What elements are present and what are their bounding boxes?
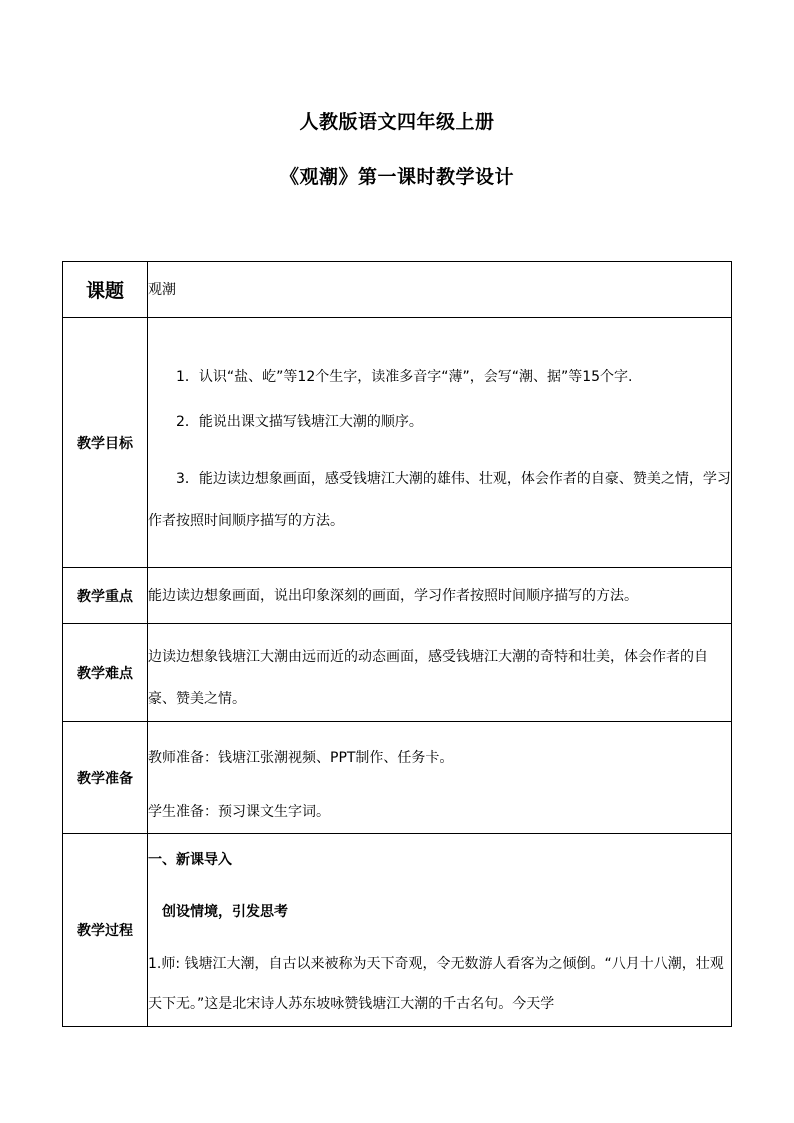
goal-item: 1．认识“盐、屹”等12个生字，读准多音字“薄”，会写“潮、据”等15个字. (176, 368, 633, 385)
difficulties-label: 教学难点 (63, 624, 148, 722)
preparation-label: 教学准备 (63, 722, 148, 834)
lesson-plan-table (62, 261, 732, 1027)
row-goals (63, 318, 732, 568)
process-paragraph: 1.师: 钱塘江大潮，自古以来被称为天下奇观，令无数游人看客为之倾倒。“八月十八潮，壮观天下无。”这是北宋诗人苏东坡咏赞钱塘江大潮的千古名句。今天学 (148, 956, 724, 1012)
goal-item: 3．能边读边想象画面，感受钱塘江大潮的雄伟、壮观，体会作者的自豪、赞美之情，学习作者按照时间顺序描写的方法。 (148, 470, 731, 529)
goals-label: 教学目标 (63, 318, 148, 568)
row-difficulties (63, 624, 732, 722)
key-points-text: 能边读边想象画面，说出印象深刻的画面，学习作者按照时间顺序描写的方法。 (148, 568, 732, 624)
document-title: 人教版语文四年级上册 (299, 111, 495, 133)
section-heading: 一、新课导入 (148, 852, 232, 868)
key-points-label: 教学重点 (63, 568, 148, 624)
goals-content (148, 318, 732, 568)
row-process (63, 834, 732, 1027)
process-content (148, 834, 732, 1027)
topic-label: 课题 (63, 262, 148, 318)
subsection-heading: 创设情境，引发思考 (162, 904, 288, 920)
difficulties-text: 边读边想象钱塘江大潮由远而近的动态画面，感受钱塘江大潮的奇特和壮美，体会作者的自豪、赞美之情。 (148, 648, 708, 707)
preparation-content (148, 722, 732, 834)
process-label: 教学过程 (63, 834, 148, 1027)
difficulties-content (148, 624, 732, 722)
goal-item: 2．能说出课文描写钱塘江大潮的顺序。 (176, 413, 423, 430)
student-preparation: 学生准备：预习课文生字词。 (148, 803, 330, 820)
document-subtitle: 《观潮》第一课时教学设计 (279, 166, 514, 188)
row-preparation (63, 722, 732, 834)
row-topic (63, 262, 732, 318)
topic-value: 观潮 (148, 262, 732, 318)
teacher-preparation: 教师准备：钱塘江张潮视频、PPT制作、任务卡。 (148, 749, 454, 766)
row-key-points (63, 568, 732, 624)
